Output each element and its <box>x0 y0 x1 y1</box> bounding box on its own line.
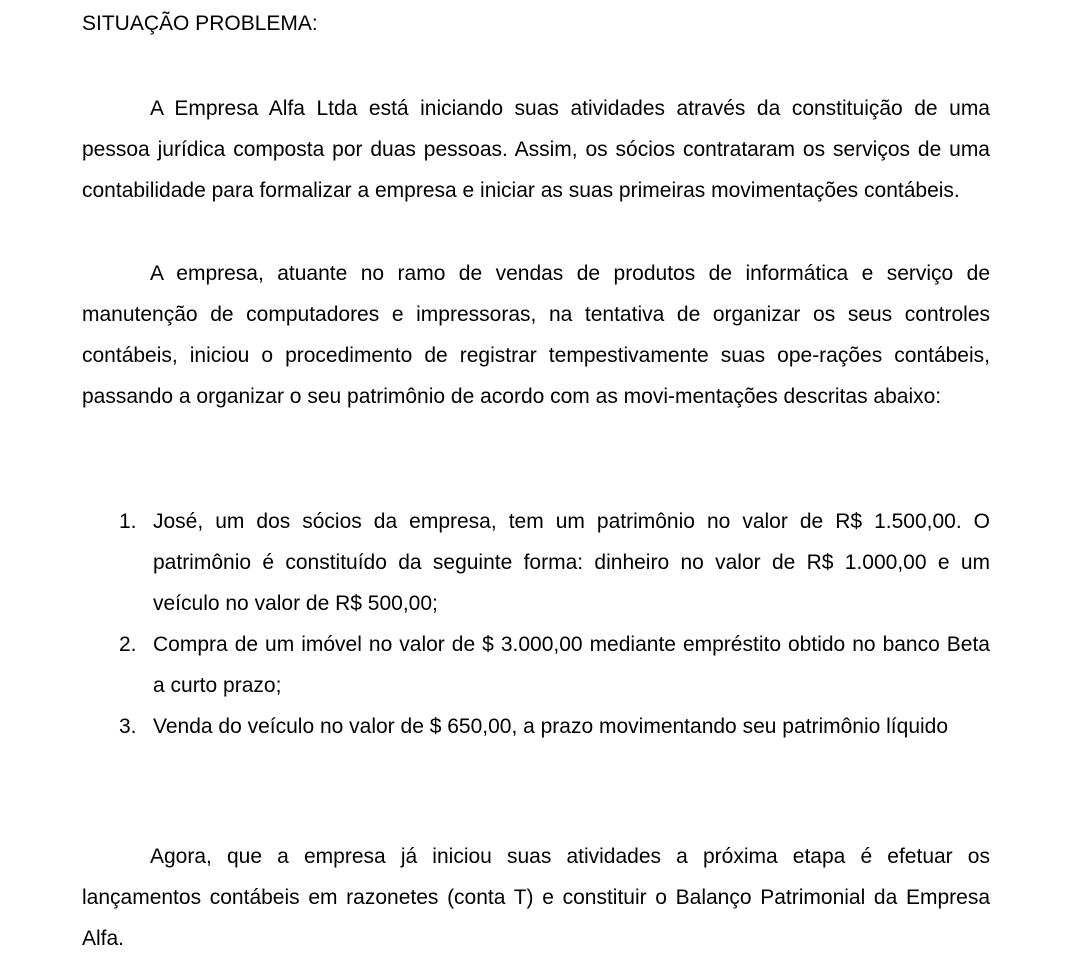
list-item-text: José, um dos sócios da empresa, tem um patrimônio no valor de R$ 1.500,00. O patrimônio é constituído da seguinte forma: dinheiro no valor de R$ 1.000,00 e um veículo no valor de R$ 500,00; <box>153 510 990 615</box>
paragraph-intro: A Empresa Alfa Ltda está iniciando suas atividades através da constituição de uma pessoa jurídica composta por duas pessoas. Assim, os sócios contrataram os serviços de uma contabilidade para formalizar a empresa e iniciar as suas primeiras movimentações contábeis. <box>82 97 990 202</box>
document-title: SITUAÇÃO PROBLEMA: <box>82 12 318 35</box>
list-item-number: 1. <box>119 510 137 533</box>
list-item-text: Compra de um imóvel no valor de $ 3.000,00 mediante empréstito obtido no banco Beta a curto prazo; <box>153 633 990 697</box>
document-page <box>82 0 990 954</box>
paragraph-context: A empresa, atuante no ramo de vendas de produtos de informática e serviço de manutenção de computadores e impressoras, na tentativa de organizar os seus controles contábeis, iniciou o procedimento de registrar tempestivamente suas ope-rações contábeis, passando a organizar o seu patrimônio de acordo com as movi-mentações descritas abaixo: <box>82 262 990 408</box>
list-item <box>82 501 990 624</box>
list-item <box>82 624 990 706</box>
list-item <box>82 706 990 747</box>
list-item-number: 3. <box>119 715 137 738</box>
transactions-list <box>82 501 990 747</box>
list-item-number: 2. <box>119 633 137 656</box>
list-item-text: Venda do veículo no valor de $ 650,00, a prazo movimentando seu patrimônio líquido <box>153 715 949 738</box>
paragraph-conclusion: Agora, que a empresa já iniciou suas atividades a próxima etapa é efetuar os lançamentos contábeis em razonetes (conta T) e constituir o Balanço Patrimonial da Empresa Alfa. <box>82 845 990 950</box>
